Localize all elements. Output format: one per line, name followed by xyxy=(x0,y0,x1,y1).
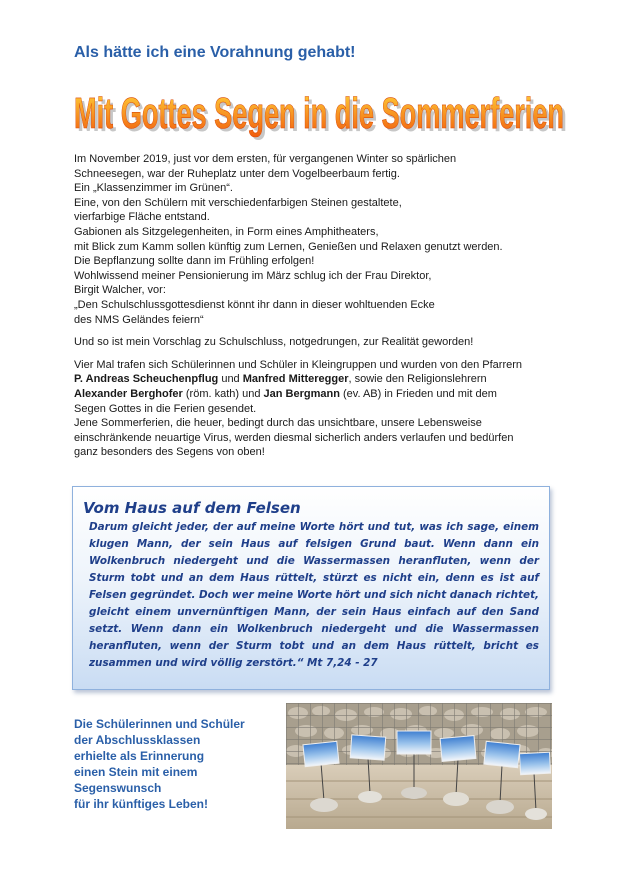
intro-line: Schneesegen, war der Ruheplatz unter dem Vogelbeerbaum fertig. xyxy=(74,167,400,180)
service-line: Vier Mal trafen sich Schülerinnen und Schüler in Kleingruppen und wurden von den Pfarrern xyxy=(74,358,523,371)
quote-title: Vom Haus auf dem Felsen xyxy=(83,499,301,517)
closing-text xyxy=(74,716,274,812)
intro-line: Eine, von den Schülern mit verschiedenfarbigen Steinen gestaltete, xyxy=(74,196,402,209)
service-line xyxy=(74,387,554,402)
service-line: einschränkende neuartige Virus, werden diesmal sicherlich anders verlaufen und bedürfen xyxy=(74,431,514,444)
intro-line: Im November 2019, just vor dem ersten, für vergangenen Winter so spärlichen xyxy=(74,153,457,165)
closing-line: Die Schülerinnen und Schüler xyxy=(74,717,245,731)
subtitle: Als hätte ich eine Vorahnung gehabt! xyxy=(74,44,356,61)
closing-line: Segenswunsch xyxy=(74,781,162,795)
proposal-paragraph xyxy=(74,335,554,350)
teacher-name: Jan Bergmann xyxy=(263,387,340,400)
intro-line: Birgit Walcher, vor: xyxy=(74,284,166,297)
intro-line: mit Blick zum Kamm sollen künftig zum Lernen, Genießen und Relaxen genutzt werden. xyxy=(74,240,503,253)
line-tail: , sowie den Religionslehrern xyxy=(348,373,487,386)
service-paragraph xyxy=(74,358,554,460)
service-line: ganz besonders des Segens von oben! xyxy=(74,446,265,459)
priest-name: Manfred Mitteregger xyxy=(242,373,349,386)
blessing-stones-photo xyxy=(286,703,552,829)
intro-line: Die Bepflanzung sollte dann im Frühling erfolgen! xyxy=(74,255,315,268)
article-body xyxy=(74,152,554,468)
priest-name: P. Andreas Scheuchenpflug xyxy=(74,373,219,386)
service-line: Jene Sommerferien, die heuer, bedingt durch das unsichtbare, unsere Lebensweise xyxy=(74,417,482,430)
intro-paragraph xyxy=(74,152,554,327)
headline-wordart xyxy=(70,80,570,140)
headline-shadow: Mit Gottes Segen in die Sommerferien xyxy=(77,92,567,140)
service-line: Segen Gottes in die Ferien gesendet. xyxy=(74,402,257,415)
teacher-name: Alexander Berghofer xyxy=(74,387,183,400)
closing-line: für ihr künftiges Leben! xyxy=(74,797,209,811)
headline-text: Mit Gottes Segen in die Sommerferien xyxy=(74,89,564,138)
intro-line: vierfarbige Fläche entstand. xyxy=(74,211,210,224)
service-line xyxy=(74,372,554,387)
connector-text: und xyxy=(218,373,243,386)
intro-line: Wohlwissend meiner Pensionierung im März schlug ich der Frau Direktor, xyxy=(74,269,432,282)
bible-quote-box xyxy=(72,486,550,690)
intro-line: „Den Schulschlussgottesdienst könnt ihr dann in dieser wohltuenden Ecke xyxy=(74,298,435,311)
proposal-line: Und so ist mein Vorschlag zu Schulschluss, notgedrungen, zur Realität geworden! xyxy=(74,336,474,349)
intro-line: Gabionen als Sitzgelegenheiten, in Form eines Amphitheaters, xyxy=(74,225,379,238)
quote-text: Darum gleicht jeder, der auf meine Worte hört und tut, was ich sage, einem klugen Mann, der sein Haus auf felsigen Grund baut. Wenn dann ein Wolkenbruch niedergeht und die Wassermassen heranfluten, wenn der Sturm tobt und an dem Haus rüttelt, stürzt es nicht ein, denn es ist auf Felsen gegründet. Doch wer meine Worte hört und sich nicht danach richtet, gleicht einem unvernünftigen Mann, der sein Haus einfach auf den Sand setzt. Wenn dann ein Wolkenbruch niedergeht und die Wassermassen heranfluten, wenn der Sturm tobt und an dem Haus rüttelt, bricht es zusammen und wird völlig zerstört.“ Mt 7,24 - 27 xyxy=(89,521,539,669)
closing-line: erhielte als Erinnerung xyxy=(74,749,205,763)
closing-line: der Abschlussklassen xyxy=(74,733,201,747)
intro-line: des NMS Geländes feiern“ xyxy=(74,313,204,326)
teacher-note: (ev. AB) in Frieden und mit dem xyxy=(339,387,497,400)
closing-line: einen Stein mit einem xyxy=(74,765,198,779)
teacher-note: (röm. kath) und xyxy=(182,387,264,400)
intro-line: Ein „Klassenzimmer im Grünen“. xyxy=(74,182,233,195)
